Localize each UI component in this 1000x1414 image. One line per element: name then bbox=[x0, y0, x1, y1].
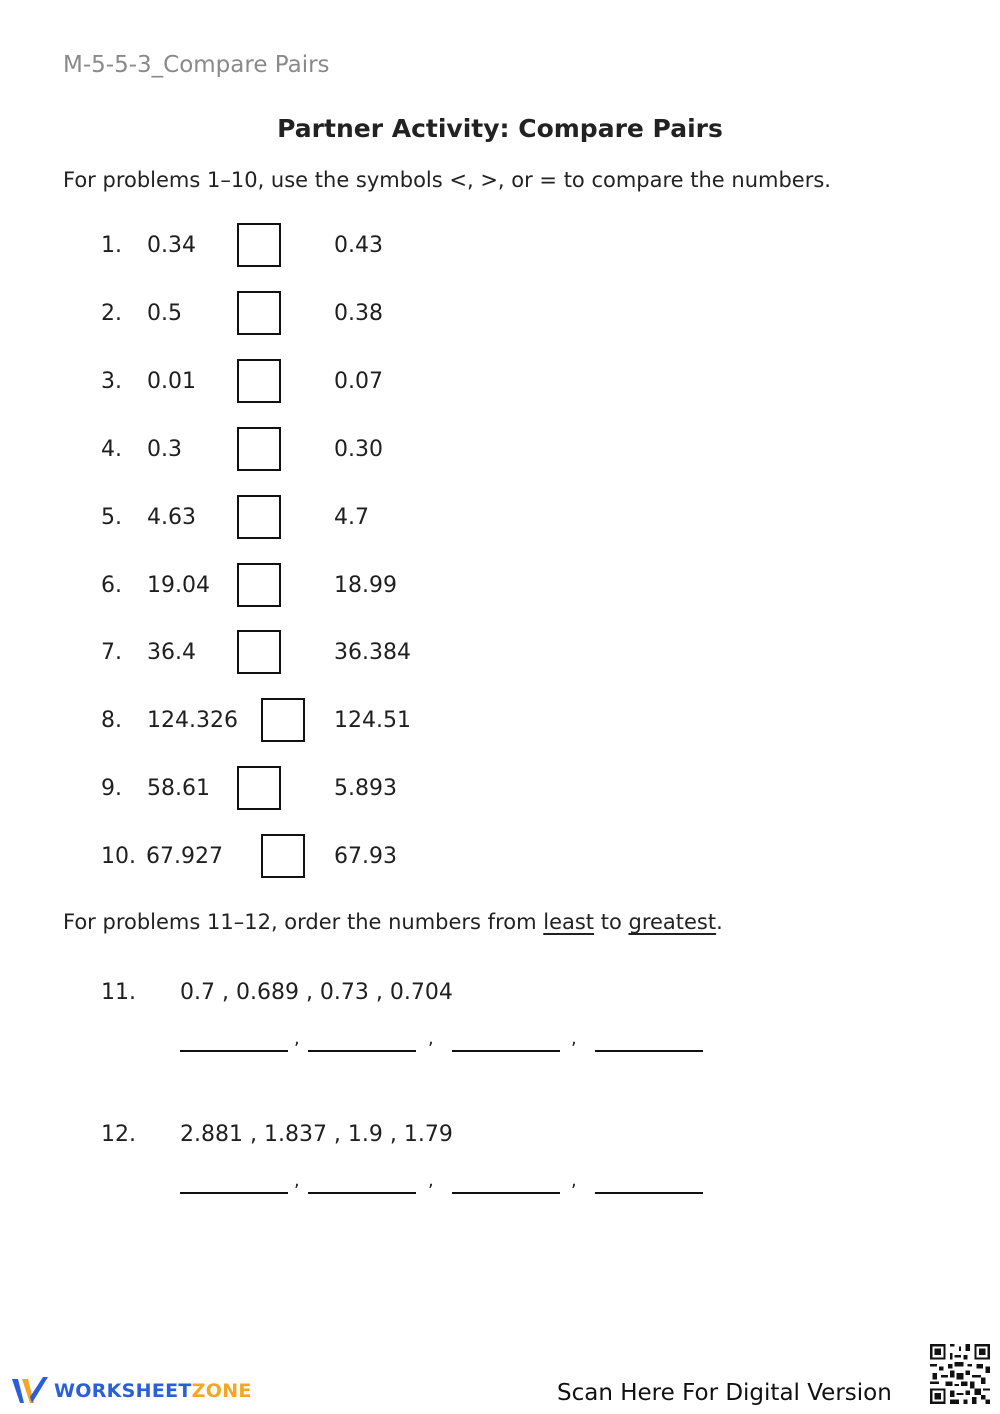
document-id: M-5-5-3_Compare Pairs bbox=[63, 52, 330, 78]
right-number: 0.30 bbox=[334, 437, 383, 462]
answer-blank[interactable] bbox=[595, 1192, 703, 1194]
problem-number: 7. bbox=[101, 640, 122, 665]
left-number: 0.3 bbox=[147, 437, 182, 462]
compare-problem-4 bbox=[0, 427, 1000, 477]
answer-blank[interactable] bbox=[180, 1050, 288, 1052]
problem-number: 12. bbox=[101, 1122, 136, 1147]
left-number: 0.34 bbox=[147, 233, 196, 258]
answer-blank[interactable] bbox=[452, 1192, 560, 1194]
problem-number: 8. bbox=[101, 708, 122, 733]
instructions-order-prefix: For problems 11–12, order the numbers from bbox=[63, 910, 544, 934]
brand-name-part1: WORKSHEET bbox=[54, 1380, 192, 1402]
qr-code-icon[interactable] bbox=[928, 1342, 992, 1406]
answer-box[interactable] bbox=[261, 698, 305, 742]
right-number: 0.43 bbox=[334, 233, 383, 258]
left-number: 58.61 bbox=[147, 776, 210, 801]
scan-instruction: Scan Here For Digital Version bbox=[557, 1380, 892, 1406]
compare-problem-3 bbox=[0, 359, 1000, 409]
left-number: 36.4 bbox=[147, 640, 196, 665]
answer-box[interactable] bbox=[237, 359, 281, 403]
left-number: 67.927 bbox=[146, 844, 223, 869]
right-number: 18.99 bbox=[334, 573, 397, 598]
compare-problem-10 bbox=[0, 834, 1000, 884]
problem-number: 9. bbox=[101, 776, 122, 801]
right-number: 5.893 bbox=[334, 776, 397, 801]
compare-problem-8 bbox=[0, 698, 1000, 748]
right-number: 4.7 bbox=[334, 505, 369, 530]
problem-number: 11. bbox=[101, 980, 136, 1005]
instructions-order bbox=[63, 910, 723, 934]
left-number: 0.01 bbox=[147, 369, 196, 394]
compare-problem-2 bbox=[0, 291, 1000, 341]
separator-comma: , bbox=[428, 1028, 434, 1049]
compare-problem-1 bbox=[0, 223, 1000, 273]
answer-blank[interactable] bbox=[180, 1192, 288, 1194]
answer-box[interactable] bbox=[237, 563, 281, 607]
order-problem-11 bbox=[0, 980, 1000, 1130]
order-problem-12 bbox=[0, 1122, 1000, 1272]
problem-number: 3. bbox=[101, 369, 122, 394]
separator-comma: , bbox=[294, 1170, 300, 1191]
compare-problem-9 bbox=[0, 766, 1000, 816]
brand-name bbox=[54, 1380, 252, 1402]
footer bbox=[0, 1330, 1000, 1414]
problem-number: 2. bbox=[101, 301, 122, 326]
answer-box[interactable] bbox=[237, 630, 281, 674]
instructions-order-suffix: . bbox=[716, 910, 723, 934]
compare-problem-7 bbox=[0, 630, 1000, 680]
answer-box[interactable] bbox=[237, 766, 281, 810]
answer-blank[interactable] bbox=[308, 1192, 416, 1194]
brand-logo[interactable] bbox=[10, 1374, 252, 1408]
answer-blank[interactable] bbox=[308, 1050, 416, 1052]
instructions-order-middle: to bbox=[594, 910, 629, 934]
right-number: 67.93 bbox=[334, 844, 397, 869]
separator-comma: , bbox=[571, 1028, 577, 1049]
compare-problem-5 bbox=[0, 495, 1000, 545]
answer-blank[interactable] bbox=[452, 1050, 560, 1052]
answer-box[interactable] bbox=[237, 291, 281, 335]
problem-number: 1. bbox=[101, 233, 122, 258]
answer-box[interactable] bbox=[261, 834, 305, 878]
answer-box[interactable] bbox=[237, 223, 281, 267]
page-title: Partner Activity: Compare Pairs bbox=[277, 114, 723, 143]
answer-box[interactable] bbox=[237, 495, 281, 539]
left-number: 124.326 bbox=[147, 708, 238, 733]
right-number: 0.07 bbox=[334, 369, 383, 394]
problem-number: 5. bbox=[101, 505, 122, 530]
instructions-compare: For problems 1–10, use the symbols <, >, or = to compare the numbers. bbox=[63, 168, 831, 192]
right-number: 36.384 bbox=[334, 640, 411, 665]
right-number: 124.51 bbox=[334, 708, 411, 733]
number-set: 0.7 , 0.689 , 0.73 , 0.704 bbox=[180, 980, 453, 1005]
problem-number: 6. bbox=[101, 573, 122, 598]
worksheetzone-logo-icon bbox=[10, 1375, 50, 1407]
brand-name-part2: ZONE bbox=[191, 1380, 252, 1402]
left-number: 19.04 bbox=[147, 573, 210, 598]
emphasis-least: least bbox=[543, 910, 595, 934]
emphasis-greatest: greatest bbox=[628, 910, 717, 934]
answer-box[interactable] bbox=[237, 427, 281, 471]
number-set: 2.881 , 1.837 , 1.9 , 1.79 bbox=[180, 1122, 453, 1147]
right-number: 0.38 bbox=[334, 301, 383, 326]
problem-number: 4. bbox=[101, 437, 122, 462]
separator-comma: , bbox=[428, 1170, 434, 1191]
left-number: 0.5 bbox=[147, 301, 182, 326]
left-number: 4.63 bbox=[147, 505, 196, 530]
problem-number: 10. bbox=[101, 844, 136, 869]
answer-blank[interactable] bbox=[595, 1050, 703, 1052]
compare-problem-6 bbox=[0, 563, 1000, 613]
separator-comma: , bbox=[294, 1028, 300, 1049]
separator-comma: , bbox=[571, 1170, 577, 1191]
